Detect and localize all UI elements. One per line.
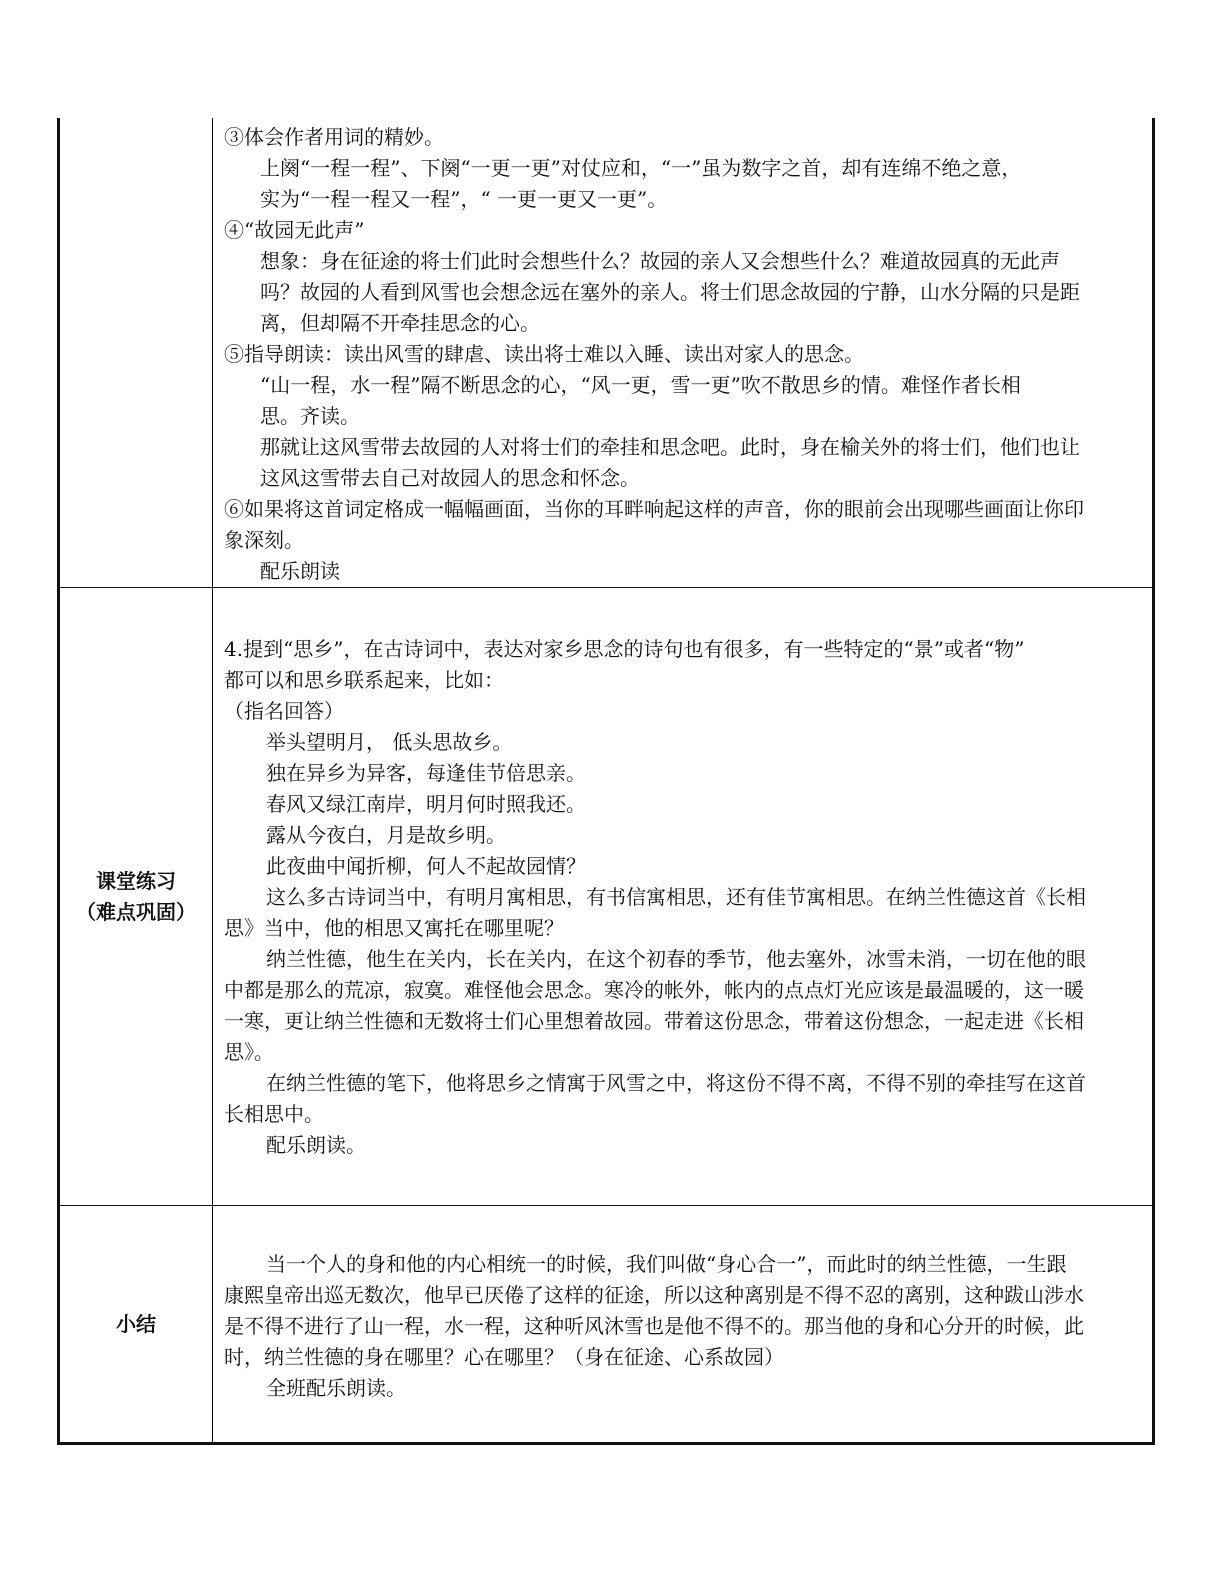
row-label-line: （难点巩固） [76, 899, 196, 924]
text-line: 中都是那么的荒凉，寂寞。难怪他会思念。寒冷的帐外，帐内的点点灯光应该是最温暖的，这一暖 [224, 978, 1084, 1002]
text-line: 康熙皇帝出巡无数次，他早已厌倦了这样的征途，所以这种离别是不得不忍的离别，这种跋山涉水 [224, 1283, 1084, 1307]
text-line: 那就让这风雪带去故园的人对将士们的牵挂和思念吧。此时，身在榆关外的将士们，他们也让 [260, 435, 1080, 459]
text-line: 4.提到“思乡”，在古诗词中，表达对家乡思念的诗句也有很多，有一些特定的“景”或者“物” [224, 637, 1025, 661]
text-line: ④“故园无此声” [224, 218, 365, 242]
text-line: 时，纳兰性德的身在哪里？心在哪里？（身在征途、心系故园） [224, 1345, 784, 1369]
row-label [60, 1309, 212, 1340]
row-content-cell [213, 1206, 1154, 1444]
text-line: 配乐朗读。 [266, 1133, 366, 1157]
text-line: 在纳兰性德的笔下，他将思乡之情寓于风雪之中，将这份不得不离，不得不别的牵挂写在这首 [266, 1071, 1086, 1095]
table-row [59, 1206, 1154, 1444]
row-content [213, 1206, 1152, 1442]
text-line: 露从今夜白，月是故乡明。 [266, 823, 506, 847]
text-line: 举头望明月， 低头思故乡。 [266, 730, 513, 754]
text-line: ⑥如果将这首词定格成一幅幅画面，当你的耳畔响起这样的声音，你的眼前会出现哪些画面让你印 [224, 497, 1084, 521]
row-label [60, 866, 212, 928]
text-line: “山一程，水一程”隔不断思念的心，“风一更，雪一更”吹不散思乡的情。难怪作者长相 [260, 373, 1021, 397]
text-line: 配乐朗读 [260, 559, 340, 583]
row-label-cell [59, 1206, 213, 1444]
row-content-cell [213, 588, 1154, 1206]
text-line: 是不得不进行了山一程，水一程，这种听风沐雪也是他不得不的。那当他的身和心分开的时候，此 [224, 1314, 1084, 1338]
text-line: 吗？故园的人看到风雪也会想念远在塞外的亲人。将士们思念故园的宁静，山水分隔的只是距 [260, 280, 1080, 304]
row-label-line: 小结 [116, 1311, 156, 1336]
text-line: 当一个人的身和他的内心相统一的时候，我们叫做“身心合一”，而此时的纳兰性德，一生跟 [266, 1252, 1067, 1276]
text-line: 实为“一程一程又一程”，“ 一更一更又一更”。 [260, 187, 668, 211]
text-line: 都可以和思乡联系起来，比如： [224, 668, 504, 692]
row-content [213, 118, 1152, 587]
row-label-cell [59, 118, 213, 588]
table-row [59, 118, 1154, 588]
lesson-plan-table [57, 118, 1155, 1445]
text-line: 思》当中，他的相思又寓托在哪里呢？ [224, 916, 564, 940]
text-line: 纳兰性德，他生在关内，长在关内，在这个初春的季节，他去塞外，冰雪未消，一切在他的眼 [266, 947, 1086, 971]
text-line: 象深刻。 [224, 528, 304, 552]
text-line: 长相思中。 [224, 1102, 324, 1126]
row-content-cell [213, 118, 1154, 588]
row-label-cell [59, 588, 213, 1206]
text-line: 离，但却隔不开牵挂思念的心。 [260, 311, 540, 335]
row-label-line: 课堂练习 [96, 868, 176, 893]
text-line: 想象：身在征途的将士们此时会想些什么？故园的亲人又会想些什么？难道故园真的无此声 [260, 249, 1060, 273]
row-content [213, 588, 1152, 1205]
text-line: 此夜曲中闻折柳，何人不起故园情？ [266, 854, 586, 878]
text-line: 独在异乡为异客，每逢佳节倍思亲。 [266, 761, 586, 785]
text-line: 这么多古诗词当中，有明月寓相思，有书信寓相思，还有佳节寓相思。在纳兰性德这首《长相 [266, 885, 1086, 909]
text-line: 这风这雪带去自己对故园人的思念和怀念。 [260, 466, 640, 490]
text-line: 思》。 [224, 1040, 274, 1064]
text-line: 思。齐读。 [260, 404, 360, 428]
text-line: 一寒，更让纳兰性德和无数将士们心里想着故园。带着这份思念，带着这份想念，一起走进《长相 [224, 1009, 1084, 1033]
text-line: ⑤指导朗读：读出风雪的肆虐、读出将士难以入睡、读出对家人的思念。 [224, 342, 864, 366]
text-line: 全班配乐朗读。 [266, 1376, 406, 1400]
text-line: 上阕“一程一程”、下阕“一更一更”对仗应和，“一”虽为数字之首，却有连绵不绝之意， [260, 156, 1022, 180]
text-line: （指名回答） [224, 699, 344, 723]
text-line: 春风又绿江南岸，明月何时照我还。 [266, 792, 586, 816]
table-row [59, 588, 1154, 1206]
text-line: ③体会作者用词的精妙。 [224, 125, 444, 149]
